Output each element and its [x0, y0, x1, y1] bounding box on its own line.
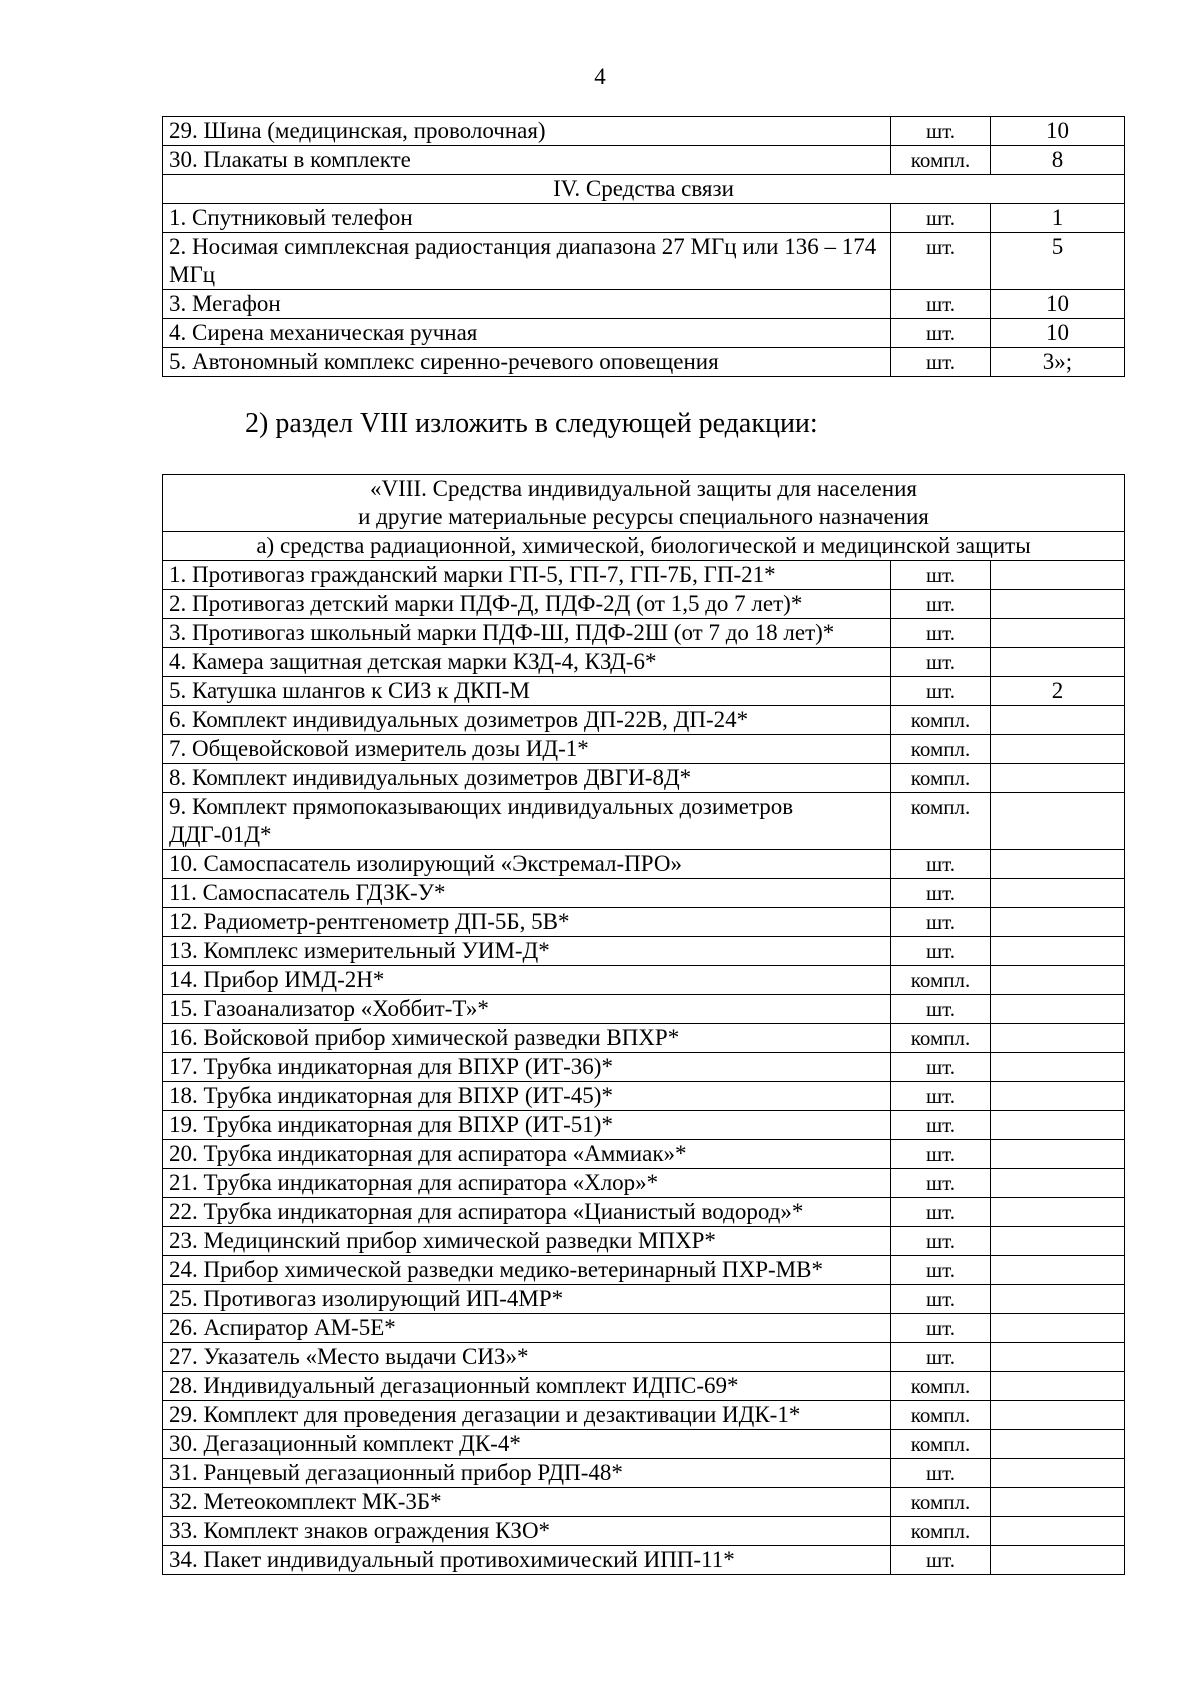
table-row [163, 1140, 1125, 1169]
section-row [163, 175, 1125, 204]
table-row [163, 1372, 1125, 1401]
item-quantity: 1 [991, 204, 1125, 233]
item-quantity [991, 706, 1125, 735]
table-row [163, 1169, 1125, 1198]
item-name: 33. Комплект знаков ограждения КЗО* [163, 1517, 891, 1546]
item-unit: шт. [891, 1111, 991, 1140]
table-row [163, 1488, 1125, 1517]
item-name: 4. Камера защитная детская марки КЗД-4, КЗД-6* [163, 648, 891, 677]
item-unit: компл. [891, 735, 991, 764]
item-unit: шт. [891, 1285, 991, 1314]
table-row [163, 619, 1125, 648]
item-unit: шт. [891, 319, 991, 348]
item-name: 4. Сирена механическая ручная [163, 319, 891, 348]
item-name: 25. Противогаз изолирующий ИП-4МР* [163, 1285, 891, 1314]
item-quantity [991, 1430, 1125, 1459]
table-row [163, 648, 1125, 677]
item-unit: шт. [891, 995, 991, 1024]
item-name: 7. Общевойсковой измеритель дозы ИД-1* [163, 735, 891, 764]
item-name: 20. Трубка индикаторная для аспиратора «Аммиак»* [163, 1140, 891, 1169]
item-unit: шт. [891, 233, 991, 290]
item-unit: компл. [891, 1024, 991, 1053]
item-unit: шт. [891, 1314, 991, 1343]
table-row [163, 735, 1125, 764]
item-quantity [991, 1343, 1125, 1372]
table-row [163, 590, 1125, 619]
item-name: 10. Самоспасатель изолирующий «Экстремал-ПРО» [163, 850, 891, 879]
item-quantity [991, 1169, 1125, 1198]
table-row [163, 348, 1125, 377]
table-row [163, 1053, 1125, 1082]
communications-table [162, 116, 1125, 377]
item-name: 30. Плакаты в комплекте [163, 146, 891, 175]
item-name: 34. Пакет индивидуальный противохимический ИПП-11* [163, 1546, 891, 1575]
item-quantity [991, 764, 1125, 793]
item-name: 12. Радиометр-рентгенометр ДП-5Б, 5В* [163, 908, 891, 937]
table-row [163, 1111, 1125, 1140]
item-unit: шт. [891, 1256, 991, 1285]
table-row [163, 937, 1125, 966]
item-quantity: 10 [991, 117, 1125, 146]
item-name: 2. Носимая симплексная радиостанция диапазона 27 МГц или 136 – 174 МГц [163, 233, 891, 290]
item-unit: компл. [891, 764, 991, 793]
item-name: 5. Автономный комплекс сиренно-речевого оповещения [163, 348, 891, 377]
item-quantity [991, 1140, 1125, 1169]
item-quantity: 8 [991, 146, 1125, 175]
item-quantity [991, 1488, 1125, 1517]
item-name: 11. Самоспасатель ГДЗК-У* [163, 879, 891, 908]
item-quantity: 3»; [991, 348, 1125, 377]
instruction-text: 2) раздел VIII изложить в следующей редакции: [245, 408, 818, 439]
item-unit: шт. [891, 590, 991, 619]
item-unit: шт. [891, 937, 991, 966]
item-name: 17. Трубка индикаторная для ВПХР (ИТ-36)* [163, 1053, 891, 1082]
item-name: 28. Индивидуальный дегазационный комплект ИДПС-69* [163, 1372, 891, 1401]
item-unit: компл. [891, 1517, 991, 1546]
item-quantity [991, 619, 1125, 648]
item-unit: компл. [891, 966, 991, 995]
item-name: 3. Противогаз школьный марки ПДФ-Ш, ПДФ-2Ш (от 7 до 18 лет)* [163, 619, 891, 648]
item-quantity [991, 735, 1125, 764]
item-name: 9. Комплект прямопоказывающих индивидуальных дозиметров ДДГ-01Д* [163, 793, 891, 850]
item-unit: шт. [891, 117, 991, 146]
item-unit: шт. [891, 1343, 991, 1372]
table-row [163, 1459, 1125, 1488]
table-row [163, 879, 1125, 908]
item-quantity [991, 590, 1125, 619]
item-quantity [991, 995, 1125, 1024]
item-quantity [991, 850, 1125, 879]
item-quantity [991, 793, 1125, 850]
item-quantity [991, 561, 1125, 590]
table-row [163, 793, 1125, 850]
item-quantity [991, 1053, 1125, 1082]
item-quantity [991, 879, 1125, 908]
page-number: 4 [594, 64, 606, 89]
table-row [163, 764, 1125, 793]
item-quantity [991, 908, 1125, 937]
item-unit: шт. [891, 879, 991, 908]
item-name: 13. Комплекс измерительный УИМ-Д* [163, 937, 891, 966]
item-unit: компл. [891, 793, 991, 850]
item-quantity [991, 1314, 1125, 1343]
table-row [163, 319, 1125, 348]
item-name: 19. Трубка индикаторная для ВПХР (ИТ-51)* [163, 1111, 891, 1140]
table-row [163, 966, 1125, 995]
item-quantity [991, 1082, 1125, 1111]
item-quantity: 10 [991, 319, 1125, 348]
item-quantity [991, 648, 1125, 677]
item-unit: компл. [891, 706, 991, 735]
table-row [163, 561, 1125, 590]
item-unit: шт. [891, 850, 991, 879]
item-quantity [991, 1024, 1125, 1053]
item-quantity [991, 1256, 1125, 1285]
section-title: IV. Средства связи [163, 175, 1125, 204]
item-unit: шт. [891, 1053, 991, 1082]
table-row [163, 995, 1125, 1024]
item-name: 29. Шина (медицинская, проволочная) [163, 117, 891, 146]
item-quantity [991, 1459, 1125, 1488]
table-row [163, 1256, 1125, 1285]
table-row [163, 1314, 1125, 1343]
table-row [163, 1227, 1125, 1256]
item-unit: шт. [891, 677, 991, 706]
item-name: 30. Дегазационный комплект ДК-4* [163, 1430, 891, 1459]
item-unit: шт. [891, 1227, 991, 1256]
subsection-title: а) средства радиационной, химической, биологической и медицинской защиты [163, 532, 1125, 561]
item-name: 21. Трубка индикаторная для аспиратора «Хлор»* [163, 1169, 891, 1198]
item-quantity [991, 937, 1125, 966]
table-row [163, 1285, 1125, 1314]
item-name: 5. Катушка шлангов к СИЗ к ДКП-М [163, 677, 891, 706]
section-title-row [163, 475, 1125, 532]
table-row [163, 1546, 1125, 1575]
item-unit: компл. [891, 1372, 991, 1401]
item-name: 16. Войсковой прибор химической разведки ВПХР* [163, 1024, 891, 1053]
item-name: 8. Комплект индивидуальных дозиметров ДВГИ-8Д* [163, 764, 891, 793]
subsection-row [163, 532, 1125, 561]
table-row [163, 1401, 1125, 1430]
item-name: 26. Аспиратор АМ-5Е* [163, 1314, 891, 1343]
item-name: 15. Газоанализатор «Хоббит-Т»* [163, 995, 891, 1024]
item-name: 24. Прибор химической разведки медико-ветеринарный ПХР-МВ* [163, 1256, 891, 1285]
item-quantity [991, 1372, 1125, 1401]
item-quantity [991, 1401, 1125, 1430]
item-quantity [991, 966, 1125, 995]
section-title [163, 475, 1125, 532]
protection-table [162, 474, 1125, 1575]
item-name: 1. Спутниковый телефон [163, 204, 891, 233]
item-unit: шт. [891, 204, 991, 233]
table-row [163, 677, 1125, 706]
item-name: 2. Противогаз детский марки ПДФ-Д, ПДФ-2Д (от 1,5 до 7 лет)* [163, 590, 891, 619]
item-quantity [991, 1111, 1125, 1140]
item-name: 23. Медицинский прибор химической разведки МПХР* [163, 1227, 891, 1256]
item-quantity [991, 1285, 1125, 1314]
item-quantity: 2 [991, 677, 1125, 706]
item-unit: компл. [891, 146, 991, 175]
item-unit: шт. [891, 619, 991, 648]
section-title-line2: и другие материальные ресурсы специального назначения [358, 504, 929, 529]
table-row [163, 1343, 1125, 1372]
table-row [163, 146, 1125, 175]
item-unit: компл. [891, 1401, 991, 1430]
item-name: 31. Ранцевый дегазационный прибор РДП-48* [163, 1459, 891, 1488]
table-row [163, 706, 1125, 735]
table-row [163, 117, 1125, 146]
item-quantity [991, 1546, 1125, 1575]
item-unit: шт. [891, 648, 991, 677]
item-name: 27. Указатель «Место выдачи СИЗ»* [163, 1343, 891, 1372]
table2-rows [163, 561, 1125, 1575]
item-quantity [991, 1198, 1125, 1227]
item-unit: шт. [891, 1198, 991, 1227]
item-unit: шт. [891, 348, 991, 377]
item-unit: шт. [891, 1082, 991, 1111]
section-title-line1: «VIII. Средства индивидуальной защиты для населения [370, 476, 917, 501]
item-unit: шт. [891, 1169, 991, 1198]
item-name: 29. Комплект для проведения дегазации и дезактивации ИДК-1* [163, 1401, 891, 1430]
item-quantity [991, 1517, 1125, 1546]
item-quantity [991, 1227, 1125, 1256]
item-unit: компл. [891, 1488, 991, 1517]
table1-rows-a [163, 117, 1125, 175]
table-row [163, 233, 1125, 290]
table-row [163, 290, 1125, 319]
item-unit: шт. [891, 1459, 991, 1488]
item-name: 3. Мегафон [163, 290, 891, 319]
item-unit: шт. [891, 908, 991, 937]
item-unit: шт. [891, 1546, 991, 1575]
item-unit: шт. [891, 1140, 991, 1169]
item-name: 14. Прибор ИМД-2Н* [163, 966, 891, 995]
table-row [163, 1082, 1125, 1111]
item-quantity: 5 [991, 233, 1125, 290]
table-row [163, 1517, 1125, 1546]
item-name: 32. Метеокомплект МК-3Б* [163, 1488, 891, 1517]
table-row [163, 908, 1125, 937]
table-row [163, 850, 1125, 879]
table-row [163, 1198, 1125, 1227]
item-name: 22. Трубка индикаторная для аспиратора «Цианистый водород»* [163, 1198, 891, 1227]
item-name: 18. Трубка индикаторная для ВПХР (ИТ-45)* [163, 1082, 891, 1111]
table-row [163, 204, 1125, 233]
table-row [163, 1430, 1125, 1459]
item-unit: шт. [891, 290, 991, 319]
item-quantity: 10 [991, 290, 1125, 319]
item-name: 6. Комплект индивидуальных дозиметров ДП-22В, ДП-24* [163, 706, 891, 735]
item-name: 1. Противогаз гражданский марки ГП-5, ГП-7, ГП-7Б, ГП-21* [163, 561, 891, 590]
item-unit: компл. [891, 1430, 991, 1459]
table-row [163, 1024, 1125, 1053]
table1-rows-b [163, 204, 1125, 377]
item-unit: шт. [891, 561, 991, 590]
